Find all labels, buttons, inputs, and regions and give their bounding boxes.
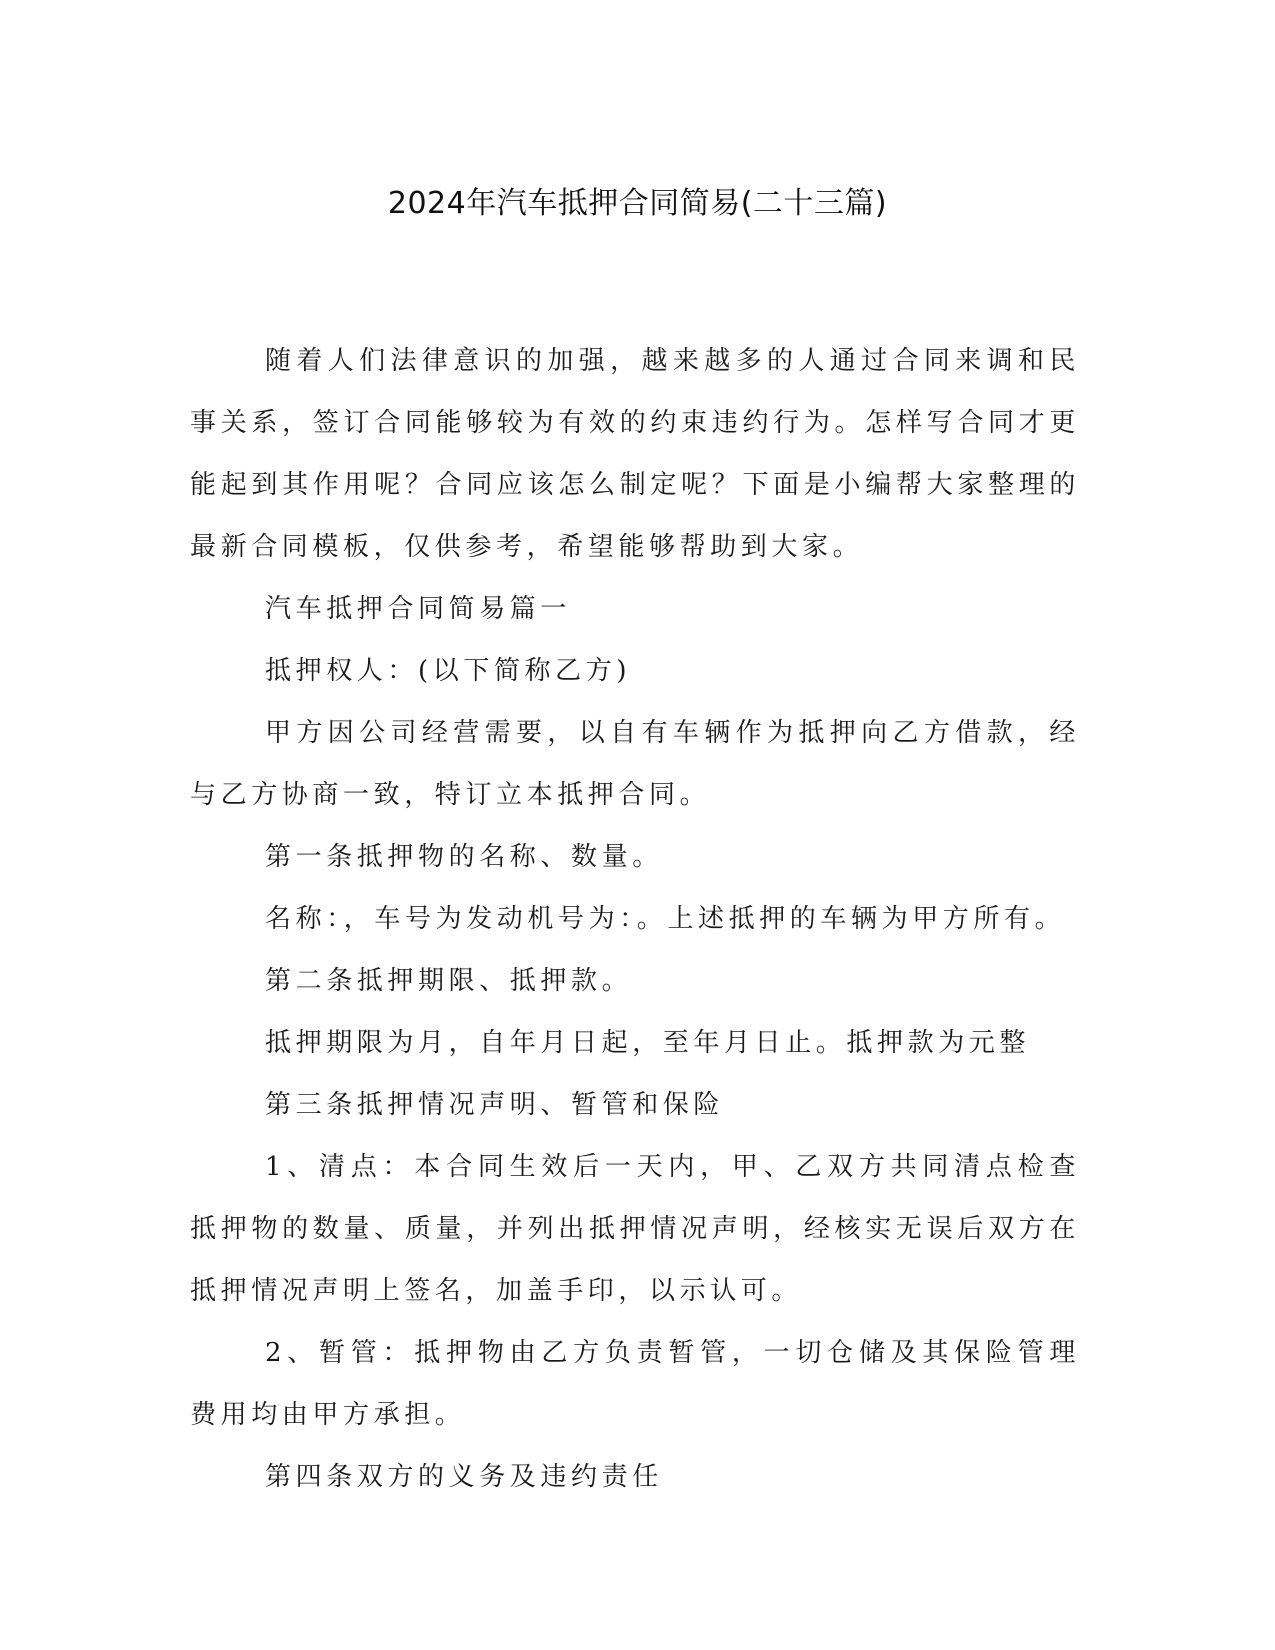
article-one-content: 名称：，车号为发动机号为：。上述抵押的车辆为甲方所有。 [265,904,1066,934]
article-three-item-two: 2、暂管：抵押物由乙方负责暂管，一切仓储及其保险管理费用均由甲方承担。 [190,1338,1080,1430]
mortgagee-line: 抵押权人：(以下简称乙方) [265,656,632,686]
article-two-content: 抵押期限为月，自年月日起，至年月日止。抵押款为元整 [265,1028,1031,1058]
article-four-heading: 第四条双方的义务及违约责任 [265,1462,663,1492]
document-title: 2024年汽车抵押合同简易(二十三篇) [387,186,888,221]
document-body [190,330,1080,1508]
article-one-heading: 第一条抵押物的名称、数量。 [265,842,663,872]
article-three-heading: 第三条抵押情况声明、暂管和保险 [265,1090,725,1120]
intro-paragraph: 随着人们法律意识的加强，越来越多的人通过合同来调和民事关系，签订合同能够较为有效的约束违约行为。怎样写合同才更能起到其作用呢？合同应该怎么制定呢？下面是小编帮大家整理的最新合同模板，仅供参考，希望能够帮助到大家。 [190,346,1080,562]
article-three-item-one: 1、清点：本合同生效后一天内，甲、乙双方共同清点检查抵押物的数量、质量，并列出抵押情况声明，经核实无误后双方在抵押情况声明上签名，加盖手印，以示认可。 [190,1152,1080,1306]
section-heading-chapter-one: 汽车抵押合同简易篇一 [265,594,572,624]
article-two-heading: 第二条抵押期限、抵押款。 [265,966,633,996]
preamble-paragraph: 甲方因公司经营需要，以自有车辆作为抵押向乙方借款，经与乙方协商一致，特订立本抵押合同。 [190,718,1080,810]
